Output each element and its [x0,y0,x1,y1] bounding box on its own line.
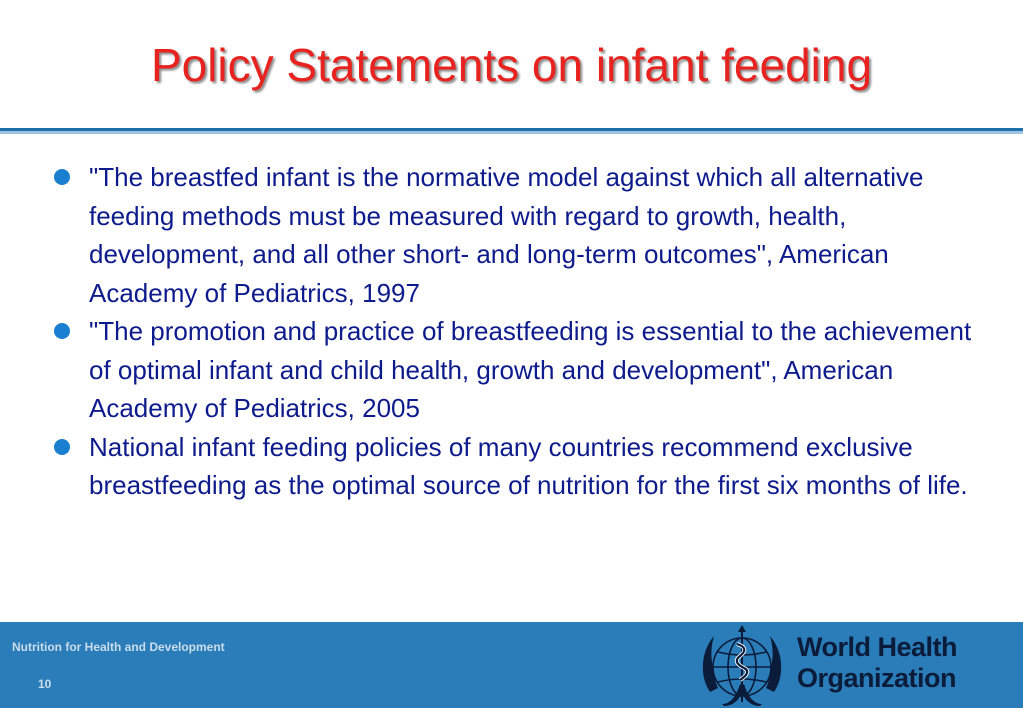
bullet-dot-icon [54,323,70,339]
title-divider-shadow [0,131,1023,134]
who-emblem-icon [694,622,790,708]
slide-title: Policy Statements on infant feeding [150,39,873,91]
bullet-text: National infant feeding policies of many countries recommend exclusive breastfeeding as the optimal source of nutrition for the first six months of life. [89,431,968,500]
bullet-item [52,158,972,312]
bullet-text: "The promotion and practice of breastfeeding is essential to the achievement of optimal infant and child health, growth and development", American Academy of Pediatrics, 2005 [89,316,972,423]
org-name-line2: Organization [797,663,957,693]
bullet-dot-icon [54,439,70,455]
bullet-item [52,312,972,428]
org-name-line1: World Health [797,632,958,662]
department-label: Nutrition for Health and Development [12,640,225,654]
bullet-dot-icon [54,169,70,185]
bullet-list [52,158,972,505]
org-name [797,632,957,694]
bullet-text: "The breastfed infant is the normative model against which all alternative feeding methods must be measured with regard to growth, health, development, and all other short- and long-term outcomes", American Academy of Pediatrics, 1997 [89,162,924,308]
page-number: 10 [38,677,52,691]
footer-bar [0,622,1023,708]
bullet-item [52,428,972,505]
